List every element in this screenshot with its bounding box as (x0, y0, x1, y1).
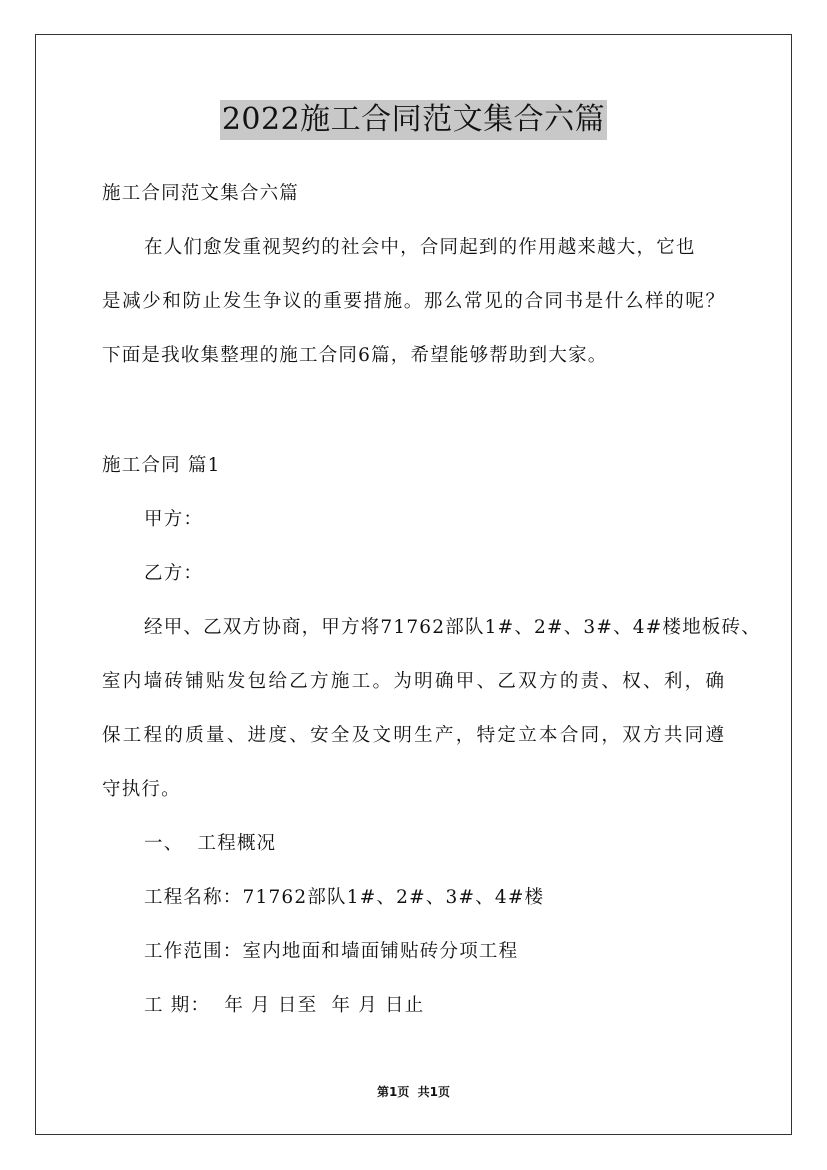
work-scope: 工作范围：室内地面和墙面铺贴砖分项工程 (144, 941, 519, 962)
page-number: 第1页 共1页 (376, 1085, 451, 1099)
title-container (0, 100, 827, 140)
work-period: 工 期： 年 月 日至 年 月 日止 (144, 995, 425, 1016)
contract-para-line-4: 守执行。 (102, 779, 181, 800)
intro-line-3: 下面是我收集整理的施工合同6篇，希望能够帮助到大家。 (102, 345, 608, 366)
intro-line-2: 是减少和防止发生争议的重要措施。那么常见的合同书是什么样的呢？ (102, 291, 724, 312)
contract-para-line-1: 经甲、乙双方协商，甲方将71762部队1#、2#、3#、4#楼地板砖、 (144, 617, 761, 638)
page-footer (0, 1084, 827, 1100)
project-name: 工程名称：71762部队1#、2#、3#、4#楼 (144, 887, 545, 908)
document-title: 2022施工合同范文集合六篇 (220, 100, 607, 140)
party-b-label: 乙方： (144, 563, 204, 584)
intro-line-1: 在人们愈发重视契约的社会中，合同起到的作用越来越大，它也 (144, 237, 696, 258)
party-a-label: 甲方： (144, 509, 204, 530)
overview-heading: 一、 工程概况 (144, 833, 277, 854)
section-heading: 施工合同 篇1 (102, 455, 221, 476)
contract-para-line-3: 保工程的质量、进度、安全及文明生产，特定立本合同，双方共同遵 (102, 725, 724, 746)
contract-para-line-2: 室内墙砖铺贴发包给乙方施工。为明确甲、乙双方的责、权、利，确 (102, 671, 724, 692)
subtitle: 施工合同范文集合六篇 (102, 183, 300, 204)
